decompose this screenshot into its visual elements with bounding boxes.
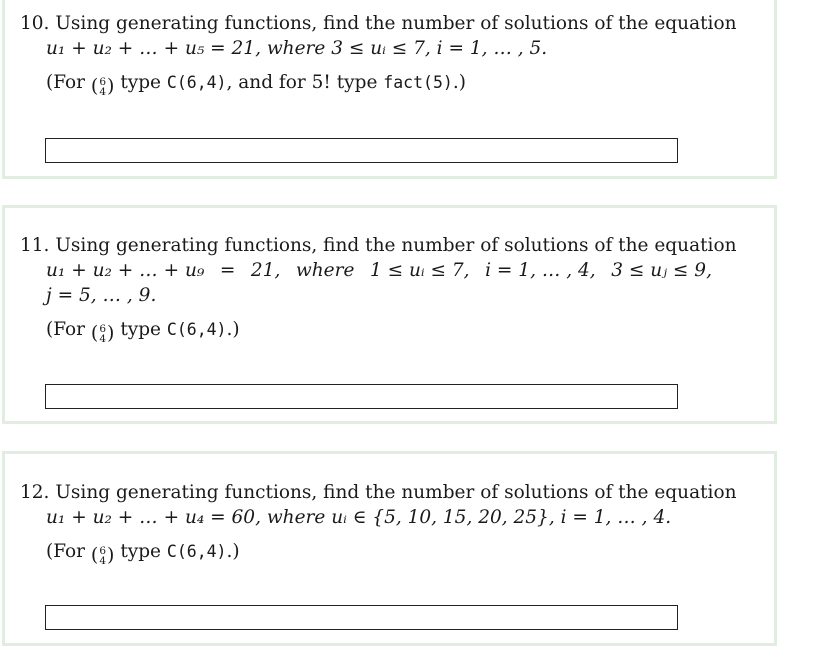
question-equation-line2-11: j = 5, … , 9. xyxy=(46,285,157,306)
question-equation-10: u₁ + u₂ + … + u₅ = 21, where 3 ≤ uᵢ ≤ 7, i = 1, … , 5. xyxy=(46,38,548,59)
eq-part-range-i: 1 ≤ uᵢ ≤ 7, xyxy=(369,260,470,281)
question-text-11 xyxy=(20,233,737,345)
eq-part-index-i: i = 1, … , 4, xyxy=(485,260,596,281)
binomial-6-choose-4: ( 6 4 ) xyxy=(90,322,115,345)
question-intro-line-10 xyxy=(20,11,737,36)
question-intro-12: Using generating functions, find the number of solutions of the equation xyxy=(55,482,737,503)
question-intro-11: Using generating functions, find the number of solutions of the equation xyxy=(55,235,737,256)
hint-open-10: (For xyxy=(46,72,91,93)
eq-part-equals: = xyxy=(219,260,236,281)
eq-part-value: 21, xyxy=(250,260,281,281)
question-text-10 xyxy=(20,11,737,98)
hint-close-12: .) xyxy=(226,541,240,562)
question-number-10: 10. xyxy=(20,13,50,34)
hint-mid1-11: type xyxy=(114,319,167,340)
question-intro-line-11 xyxy=(20,233,737,258)
binomial-6-choose-4: ( 6 4 ) xyxy=(90,75,115,98)
question-equation-12: u₁ + u₂ + … + u₄ = 60, where uᵢ ∈ {5, 10, 15, 20, 25}, i = 1, … , 4. xyxy=(46,507,672,528)
question-card-12 xyxy=(2,451,777,646)
eq-part-range-j: 3 ≤ uⱼ ≤ 9, xyxy=(611,260,712,281)
binom-top-12: 6 xyxy=(99,544,107,557)
hint-close-11: .) xyxy=(226,319,240,340)
hint-mid1-10: type xyxy=(114,72,167,93)
hint-close-10: .) xyxy=(452,72,466,93)
question-number-12: 12. xyxy=(20,482,50,503)
question-card-11 xyxy=(2,205,777,424)
binom-bottom-11: 4 xyxy=(99,332,107,345)
hint-code-binom-11: C(6,4) xyxy=(166,320,227,339)
binom-top-10: 6 xyxy=(99,75,107,88)
question-hint-10 xyxy=(20,70,712,97)
binom-bottom-12: 4 xyxy=(99,554,107,567)
answer-input-12[interactable] xyxy=(45,605,678,630)
question-number-11: 11. xyxy=(20,235,50,256)
hint-open-11: (For xyxy=(46,319,91,340)
hint-mid1-12: type xyxy=(114,541,167,562)
binomial-6-choose-4: ( 6 4 ) xyxy=(90,544,115,567)
eq-part-sum: u₁ + u₂ + … + u₉ xyxy=(46,260,205,281)
question-card-10 xyxy=(2,0,777,179)
answer-input-10[interactable] xyxy=(45,138,678,163)
question-hint-11 xyxy=(20,317,712,344)
hint-open-12: (For xyxy=(46,541,91,562)
answer-input-11[interactable] xyxy=(45,384,678,409)
question-hint-12 xyxy=(20,539,712,566)
question-intro-10: Using generating functions, find the number of solutions of the equation xyxy=(55,13,737,34)
question-equation-line1-11 xyxy=(20,258,712,283)
hint-code-fact-10: fact(5) xyxy=(383,73,453,92)
binom-top-11: 6 xyxy=(99,322,107,335)
hint-mid2-10: , and for 5! type xyxy=(226,72,384,93)
hint-code-binom-10: C(6,4) xyxy=(166,73,227,92)
binom-bottom-10: 4 xyxy=(99,85,107,98)
eq-part-where: where xyxy=(295,260,355,281)
question-intro-line-12 xyxy=(20,480,737,505)
hint-code-binom-12: C(6,4) xyxy=(166,542,227,561)
question-text-12 xyxy=(20,480,737,567)
